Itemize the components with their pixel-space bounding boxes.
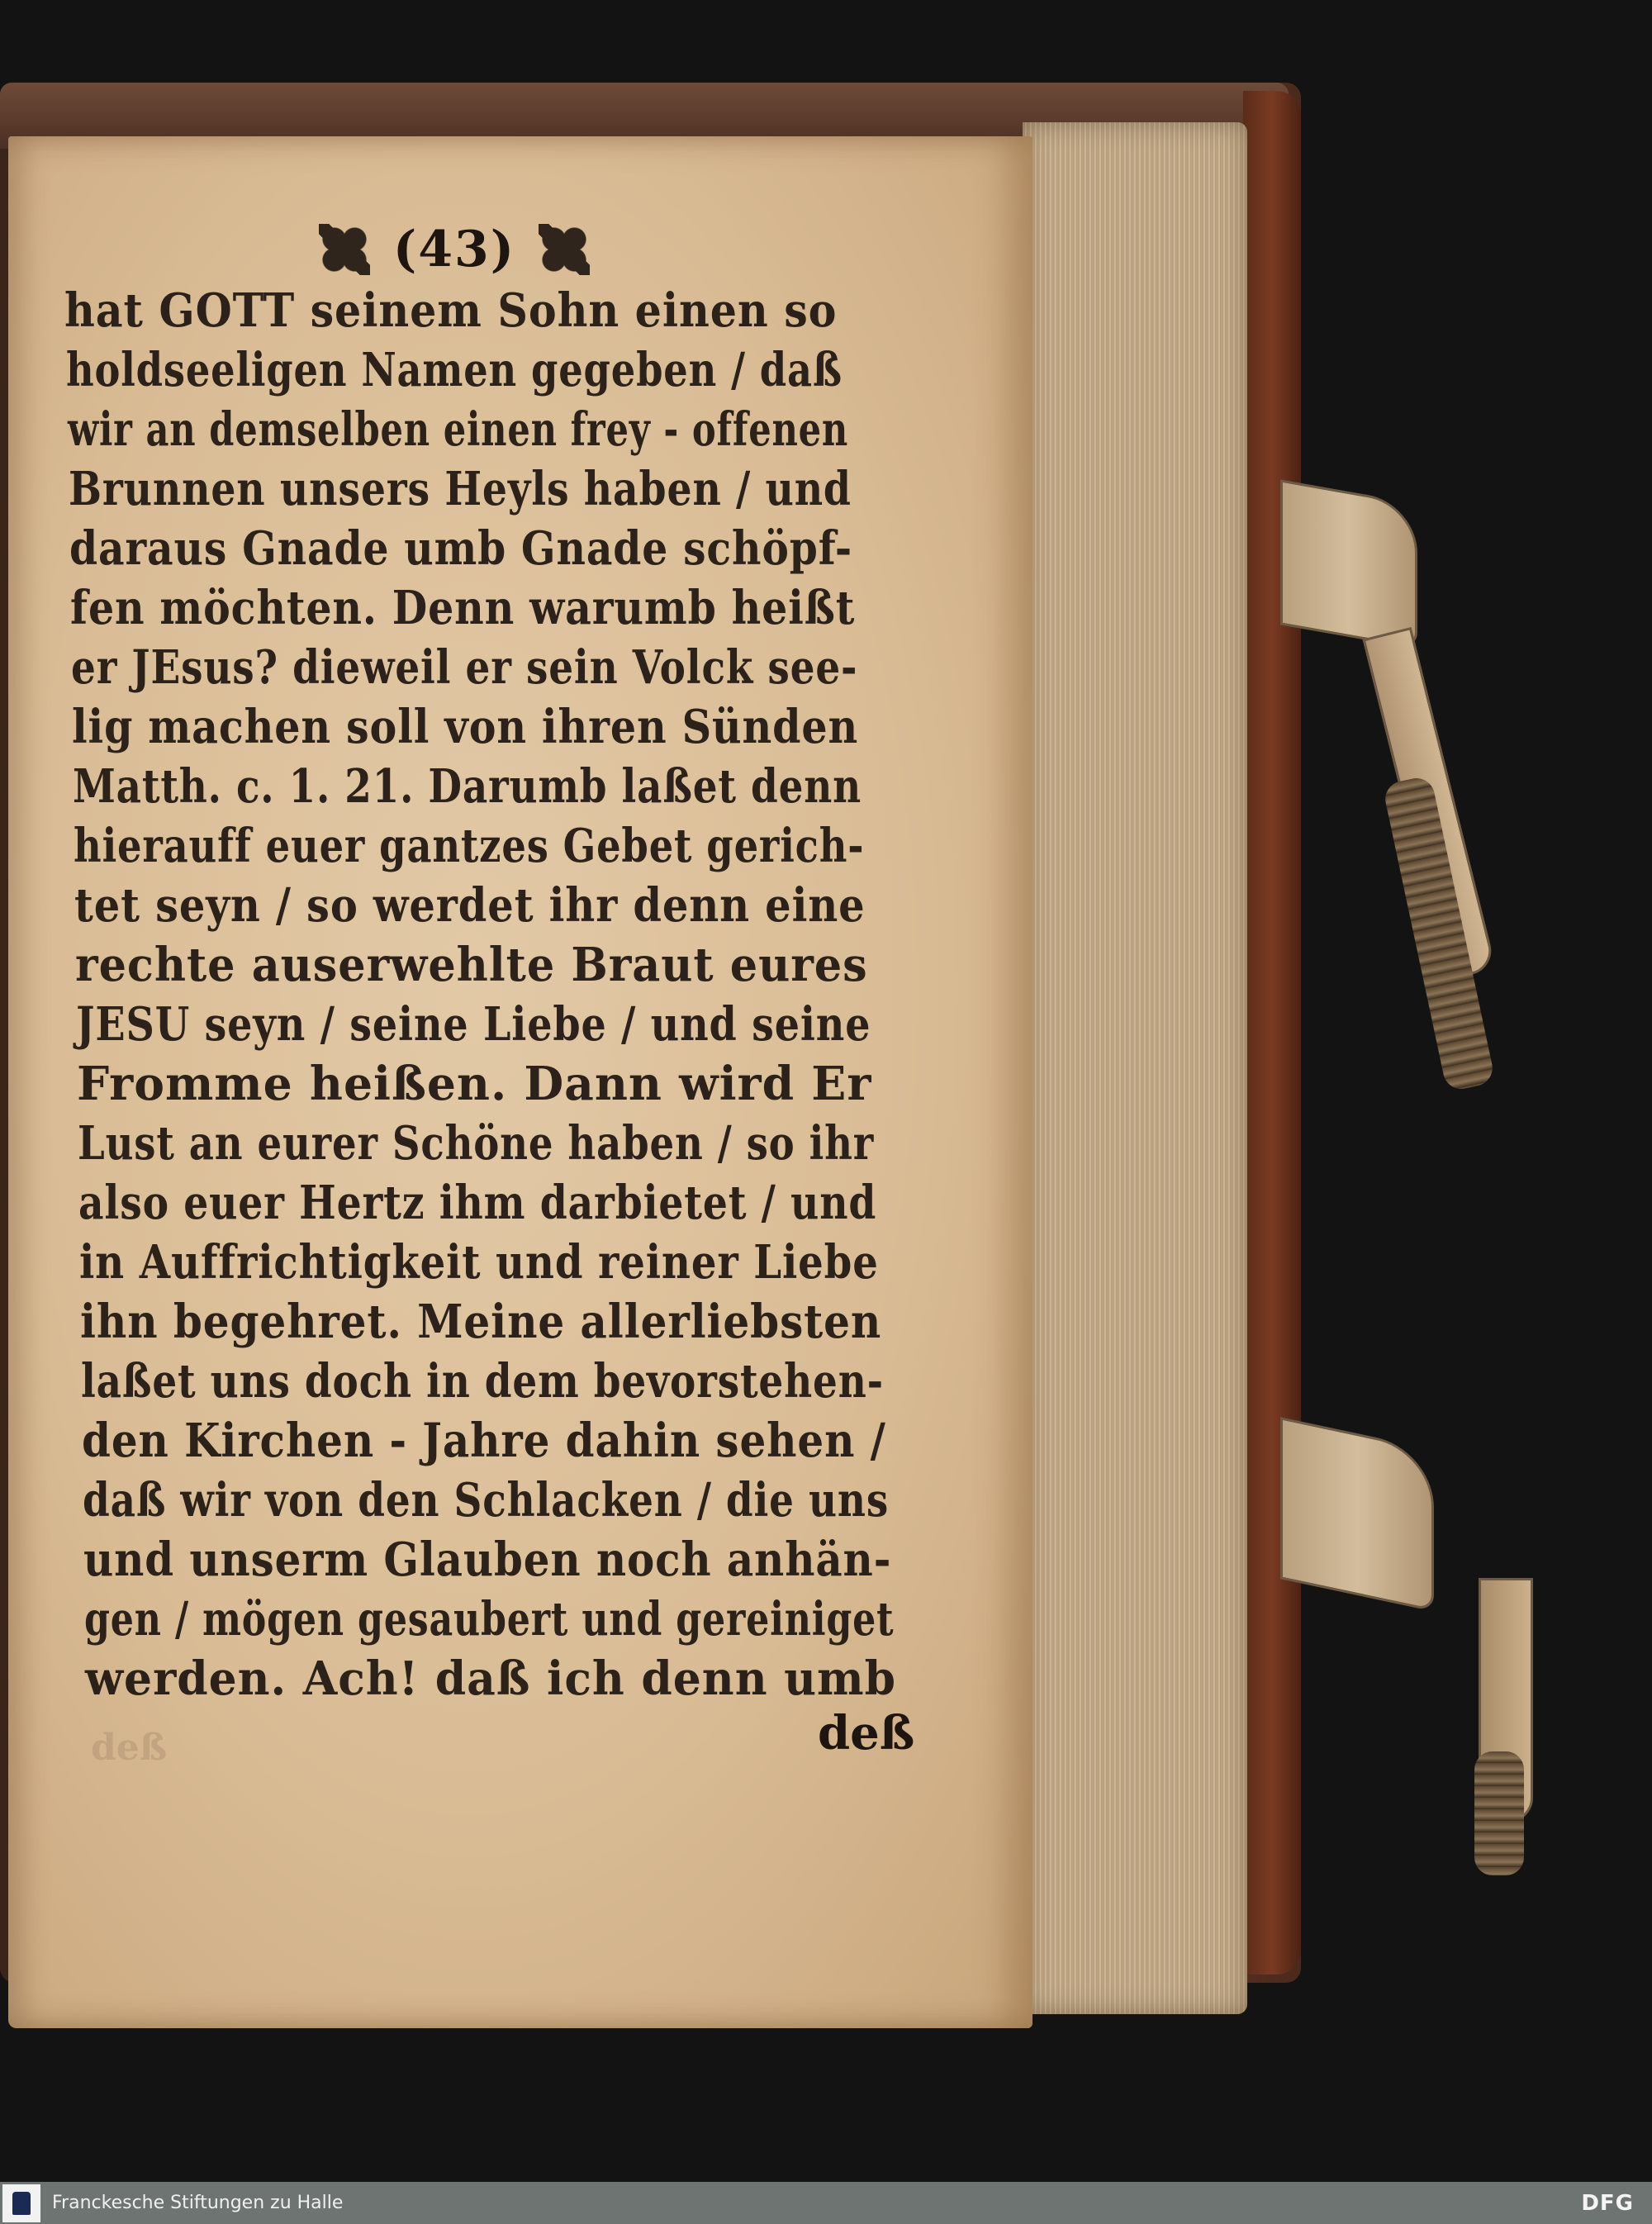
text-line: lig machen soll von ihren Sünden: [72, 700, 859, 754]
text-line: holdseeligen Namen gegeben / daß: [66, 343, 843, 397]
text-line: JESU seyn / seine Liebe / und seine: [76, 997, 871, 1052]
catchword: deß: [818, 1706, 915, 1761]
text-line: Lust an eurer Schöne haben / so ihr: [78, 1116, 875, 1171]
text-line: in Auffrichtigkeit und reiner Liebe: [79, 1235, 879, 1290]
text-line: werden. Ach! daß ich denn umb: [85, 1651, 897, 1706]
ornament-icon: [319, 224, 370, 275]
text-line: also euer Hertz ihm darbietet / und: [78, 1176, 877, 1230]
franckesche-stiftungen-logo-icon: [2, 2184, 40, 2222]
text-line: tet seyn / so werdet ihr denn eine: [74, 878, 866, 933]
institution-name: Franckesche Stiftungen zu Halle: [52, 2193, 344, 2213]
text-line: wir an demselben einen frey - offenen: [68, 402, 849, 457]
text-line: und unserm Glauben noch anhän-: [83, 1533, 892, 1587]
page-number: (43): [392, 221, 516, 278]
text-line: gen / mögen gesaubert und gereiniget: [84, 1592, 895, 1647]
text-line: hat GOTT seinem Sohn einen so: [64, 283, 838, 338]
text-line: fen möchten. Denn warumb heißt: [70, 581, 856, 635]
text-line: den Kirchen - Jahre dahin sehen /: [82, 1414, 886, 1468]
metal-clasp-lower: [1474, 1751, 1524, 1875]
text-line: rechte auserwehlte Braut eures: [75, 938, 868, 992]
text-line: daß wir von den Schlacken / die uns: [83, 1473, 890, 1528]
book-spine: [1243, 91, 1301, 1975]
clasp-strap-lower: [1280, 1417, 1434, 1612]
text-line: laßet uns doch in dem bevorstehen-: [81, 1354, 884, 1409]
text-line: Brunnen unsers Heyls haben / und: [69, 462, 852, 516]
bleed-through-text: deß: [91, 1727, 168, 1769]
viewer-footer: [0, 2182, 1652, 2224]
ornament-icon: [539, 224, 590, 275]
dfg-logo: DFG: [1581, 2190, 1634, 2216]
page-header: [306, 216, 603, 283]
text-line: Fromme heißen. Dann wird Er: [77, 1057, 872, 1111]
text-line: Matth. c. 1. 21. Darumb laßet denn: [73, 759, 862, 814]
text-line: er JEsus? dieweil er sein Volck see-: [71, 640, 858, 695]
text-line: ihn begehret. Meine allerliebsten: [80, 1295, 882, 1349]
text-line: daraus Gnade umb Gnade schöpf-: [69, 521, 852, 576]
text-line: hierauff euer gantzes Gebet gerich-: [74, 819, 865, 873]
page-edges: [1023, 122, 1247, 2014]
clasp-strap-upper: [1280, 479, 1417, 649]
